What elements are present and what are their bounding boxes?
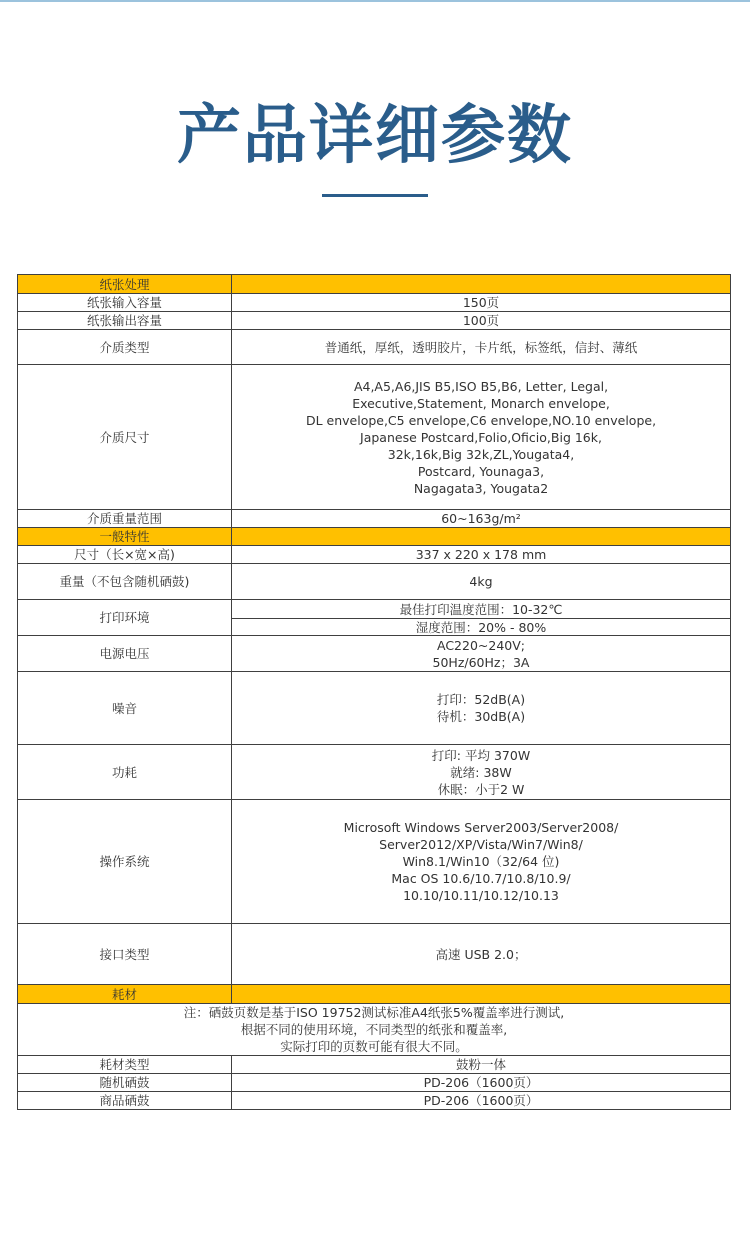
spec-line: 就绪: 38W bbox=[450, 764, 512, 780]
spec-label: 打印环境 bbox=[18, 600, 232, 636]
section-row-consumables bbox=[18, 985, 731, 1004]
spec-subvalue: 最佳打印温度范围：10-32℃ bbox=[399, 601, 563, 617]
spec-row-media-weight bbox=[18, 510, 731, 528]
spec-line: 打印：52dB(A) bbox=[436, 692, 526, 707]
spec-row-consumable-type bbox=[18, 1056, 731, 1074]
spec-label: 介质类型 bbox=[18, 330, 232, 365]
spec-line: 50Hz/60Hz；3A bbox=[432, 654, 530, 670]
section-header: 纸张处理 bbox=[18, 275, 232, 294]
spec-label: 随机硒鼓 bbox=[18, 1074, 232, 1092]
spec-value: PD-206（1600页） bbox=[232, 1074, 731, 1092]
spec-label: 介质尺寸 bbox=[18, 365, 232, 510]
spec-line: 待机：30dB(A) bbox=[436, 709, 526, 724]
spec-row-media-type bbox=[18, 330, 731, 365]
section-row-paper bbox=[18, 275, 731, 294]
section-header-blank bbox=[232, 528, 731, 546]
spec-row-dimensions bbox=[18, 546, 731, 564]
spec-value-multiline bbox=[232, 800, 731, 924]
consumables-note bbox=[18, 1004, 731, 1056]
spec-row-bundled-drum bbox=[18, 1074, 731, 1092]
spec-label: 纸张输出容量 bbox=[18, 312, 232, 330]
spec-label: 纸张输入容量 bbox=[18, 294, 232, 312]
spec-label: 接口类型 bbox=[18, 924, 232, 985]
spec-value: 60~163g/m² bbox=[232, 510, 731, 528]
spec-line: Server2012/XP/Vista/Win7/Win8/ bbox=[379, 837, 583, 852]
spec-label: 操作系统 bbox=[18, 800, 232, 924]
spec-line: 10.10/10.11/10.12/10.13 bbox=[403, 888, 559, 903]
spec-line: DL envelope,C5 envelope,C6 envelope,NO.10 envelope, bbox=[305, 412, 657, 428]
spec-label: 噪音 bbox=[18, 672, 232, 745]
spec-row-noise bbox=[18, 672, 731, 745]
section-header: 耗材 bbox=[18, 985, 232, 1004]
spec-value: 337 x 220 x 178 mm bbox=[232, 546, 731, 564]
spec-label: 介质重量范围 bbox=[18, 510, 232, 528]
spec-row-interface bbox=[18, 924, 731, 985]
spec-line: Postcard, Younaga3, bbox=[417, 463, 545, 479]
spec-row-consumption bbox=[18, 745, 731, 800]
spec-subvalue: 湿度范围：20% - 80% bbox=[232, 618, 730, 635]
note-line: 根据不同的使用环境，不同类型的纸张和覆盖率, bbox=[240, 1022, 508, 1037]
spec-line: Nagagata3, Yougata2 bbox=[413, 480, 549, 496]
spec-value: PD-206（1600页） bbox=[232, 1092, 731, 1110]
section-row-general bbox=[18, 528, 731, 546]
section-header-blank bbox=[232, 985, 731, 1004]
spec-row-retail-drum bbox=[18, 1092, 731, 1110]
note-line: 实际打印的页数可能有很大不同。 bbox=[280, 1039, 468, 1054]
spec-row-media-size bbox=[18, 365, 731, 510]
top-accent-line bbox=[0, 0, 750, 2]
spec-value: 4kg bbox=[232, 564, 731, 600]
spec-value-split bbox=[232, 600, 731, 636]
spec-line: Microsoft Windows Server2003/Server2008/ bbox=[343, 820, 619, 835]
spec-value: 100页 bbox=[232, 312, 731, 330]
spec-line: 打印: 平均 370W bbox=[431, 747, 531, 763]
spec-row-note bbox=[18, 1004, 731, 1056]
spec-label: 功耗 bbox=[18, 745, 232, 800]
note-line: 注：硒鼓页数是基于ISO 19752测试标准A4纸张5%覆盖率进行测试, bbox=[183, 1005, 565, 1020]
spec-value: 普通纸，厚纸，透明胶片，卡片纸，标签纸，信封、薄纸 bbox=[232, 330, 731, 365]
spec-value: 高速 USB 2.0； bbox=[232, 924, 731, 985]
title-underline bbox=[322, 194, 428, 197]
spec-row-os bbox=[18, 800, 731, 924]
spec-value-multiline bbox=[232, 672, 731, 745]
spec-value-multiline bbox=[232, 745, 731, 800]
spec-row-weight bbox=[18, 564, 731, 600]
spec-line: 32k,16k,Big 32k,ZL,Yougata4, bbox=[387, 446, 575, 462]
spec-value-multiline bbox=[232, 365, 731, 510]
spec-line: Mac OS 10.6/10.7/10.8/10.9/ bbox=[391, 871, 571, 886]
spec-row-input-capacity bbox=[18, 294, 731, 312]
page-title: 产品详细参数 bbox=[177, 99, 573, 173]
spec-label: 耗材类型 bbox=[18, 1056, 232, 1074]
spec-line: AC220~240V; bbox=[436, 637, 525, 653]
spec-table bbox=[17, 274, 731, 1110]
section-header-blank bbox=[232, 275, 731, 294]
spec-label: 尺寸（长×宽×高) bbox=[18, 546, 232, 564]
spec-label: 重量（不包含随机硒鼓) bbox=[18, 564, 232, 600]
spec-row-output-capacity bbox=[18, 312, 731, 330]
spec-value: 150页 bbox=[232, 294, 731, 312]
spec-label: 电源电压 bbox=[18, 636, 232, 672]
spec-line: 休眠：小于2 W bbox=[437, 781, 525, 797]
section-header: 一般特性 bbox=[18, 528, 232, 546]
spec-row-power bbox=[18, 636, 731, 672]
spec-label: 商品硒鼓 bbox=[18, 1092, 232, 1110]
spec-value-multiline bbox=[232, 636, 731, 672]
spec-line: A4,A5,A6,JIS B5,ISO B5,B6, Letter, Legal, bbox=[353, 378, 609, 394]
spec-line: Executive,Statement, Monarch envelope, bbox=[352, 395, 610, 411]
spec-line: Japanese Postcard,Folio,Oficio,Big 16k, bbox=[360, 429, 602, 445]
spec-line: Win8.1/Win10（32/64 位) bbox=[402, 854, 560, 869]
spec-value: 鼓粉一体 bbox=[232, 1056, 731, 1074]
spec-row-environment bbox=[18, 600, 731, 636]
